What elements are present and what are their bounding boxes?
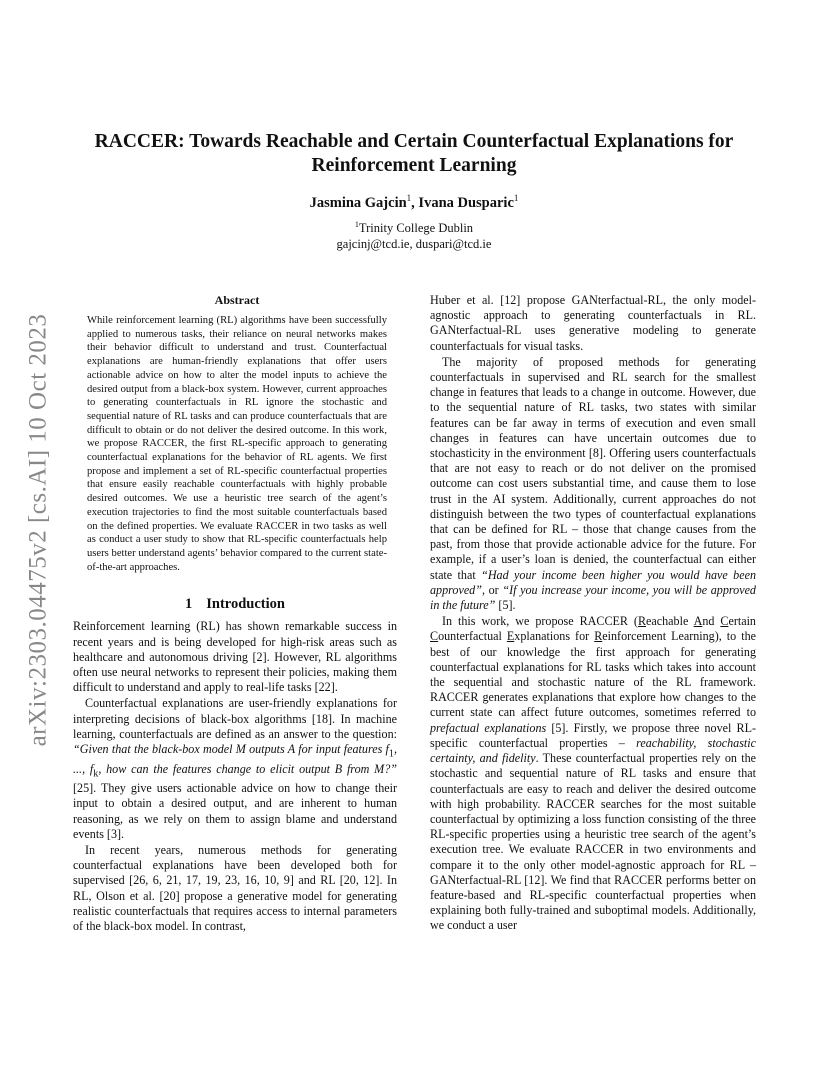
intro-paragraph-2: Counterfactual explanations are user-friendly explanations for interpreting decisions of black-box algorithms [18]. In machine learning, counterfactuals are defined as an answer to the question: “Given that the black-box model M outputs A for input features $f_1$, ..., $f_k$, how can the features change to elicit output B from M?” [25]. They give users actionable advice on how to change their input to obtain a desired output, and are inherent to human reasoning, as we rely on them to assign blame and understand events [3]. <box>73 696 397 841</box>
paper-title: RACCER: Towards Reachable and Certain Counterfactual Explanations for Reinforcement Learning <box>94 131 734 176</box>
section-title: Introduction <box>206 596 285 613</box>
abstract-heading: Abstract <box>214 293 260 307</box>
arxiv-identifier-text: arXiv:2303.04475v2 [cs.AI] 10 Oct 2023 <box>24 313 52 747</box>
affiliation-name: Trinity College Dublin <box>358 221 474 236</box>
arxiv-identifier-stamp <box>18 300 58 760</box>
affiliation-block <box>80 217 748 252</box>
section-heading-introduction <box>73 596 397 613</box>
intro-paragraph-6: In this work, we propose RACCER (Reachable And Certain Counterfactual Explanations for Reinforcement Learning), to the best of our knowledge the first approach for generating counterfactual explanations for RL tasks which takes into account the sequential and stochastic nature of the RL framework. RACCER generates explanations that explore how changes to the current state can affect future outcomes, sometimes referred to prefactual explanations [5]. Firstly, we propose three novel RL-specific counterfactual properties – reachability, stochastic certainty, and fidelity. These counterfactual properties rely on the stochastic and sequential nature of RL tasks and ensure that counterfactuals are easy to reach and deliver the desired outcome with high probability. RACCER searches for the most suitable counterfactual by optimizing a loss function consisting of the three RL-specific properties using a heuristic tree search of the agent’s execution tree. We evaluate RACCER in two environments and compare it to the only other model-agnostic approach for RL – GANterfactual-RL [12]. We find that RACCER performs better on feature-based and RL-specific counterfactual properties when explaining both fully-trained and suboptimal models. Additionally, we conduct a user <box>430 614 757 933</box>
author-name: Jasmina Gajcin <box>309 194 407 211</box>
abstract <box>87 293 387 574</box>
intro-paragraph-1: Reinforcement learning (RL) has shown remarkable success in recent years and is being developed for high-risk areas such as healthcare and autonomous driving [2]. However, RL algorithms often use neural networks to represent their policies, making them difficult to understand and apply to real-life tasks [22]. <box>73 619 397 695</box>
intro-paragraph-4: Huber et al. [12] propose GANterfactual-RL, the only model-agnostic approach to generating counterfactuals in RL. GANterfactual-RL uses generative modeling to generate counterfactuals for visual tasks. <box>430 293 756 353</box>
section-number: 1 <box>185 596 193 613</box>
author-affiliation-mark: 1 <box>513 193 519 203</box>
abstract-text: While reinforcement learning (RL) algorithms have been successfully applied to numerous tasks, their reliance on neural networks makes their behavior difficult to understand and trust. Counterfactual explanations are human-friendly explanations that offer users actionable advice on how to alter the model inputs to achieve the desired output from a black-box system. However, current approaches to generating counterfactuals in RL ignore the stochastic and sequential nature of RL tasks and can produce counterfactuals that are difficult to obtain or do not deliver the desired outcome. In this work, we propose RACCER, the first RL-specific approach to generating counterfactual explanations for the behavior of RL agents. We first propose and implement a set of RL-specific counterfactual properties that ensure easily reachable counterfactuals with highly probable desired outcomes. We use a heuristic tree search of the agent’s execution trajectories to find the most suitable counterfactuals based on the defined properties. We evaluate RACCER in two tasks as well as conduct a user study to show that RL-specific counterfactuals help users better understand agents’ behavior compared to the current state-of-the-art approaches. <box>87 315 387 573</box>
affiliation-line <box>80 217 748 236</box>
author-name: Ivana Dusparic <box>418 194 514 211</box>
author-emails: gajcinj@tcd.ie, duspari@tcd.ie <box>336 237 492 252</box>
intro-paragraph-5: The majority of proposed methods for generating counterfactuals in supervised and RL search for the smallest change in features that leads to a change in outcome. However, due to the sequential nature of RL tasks, two states with similar features can be far away in terms of execution and even small changes in features can have uncertain outcomes due to stochasticity in the environment [8]. Offering users counterfactuals that are not easy to reach or do not deliver on the promised outcome can cost users substantial time, and cause them to lose trust in the AI system. Additionally, current approaches do not distinguish between the two types of counterfactual explanations that can be defined for RL – those that change causes from the past, from those that provide actionable advice for the future. For example, if a user’s loan is denied, the counterfactual can either state that “Had your income been higher you would have been approved”, or “If you increase your income, you will be approved in the future” [5]. <box>430 354 756 613</box>
author-list: Jasmina Gajcin$^1$, Ivana Dusparic$^1$ <box>309 193 519 211</box>
intro-paragraph-3: In recent years, numerous methods for generating counterfactual explanations have been developed both for supervised [26, 6, 21, 17, 19, 23, 16, 10, 9] and RL [20, 12]. In RL, Olson et al. [20] propose a generative model for generating realistic counterfactuals that requires access to internal parameters of the black-box model. In contrast, <box>73 843 397 934</box>
author-affiliation-mark: 1 <box>406 193 412 203</box>
right-column <box>430 293 756 934</box>
affiliation-mark: 1 <box>354 220 359 229</box>
left-column <box>73 293 397 934</box>
